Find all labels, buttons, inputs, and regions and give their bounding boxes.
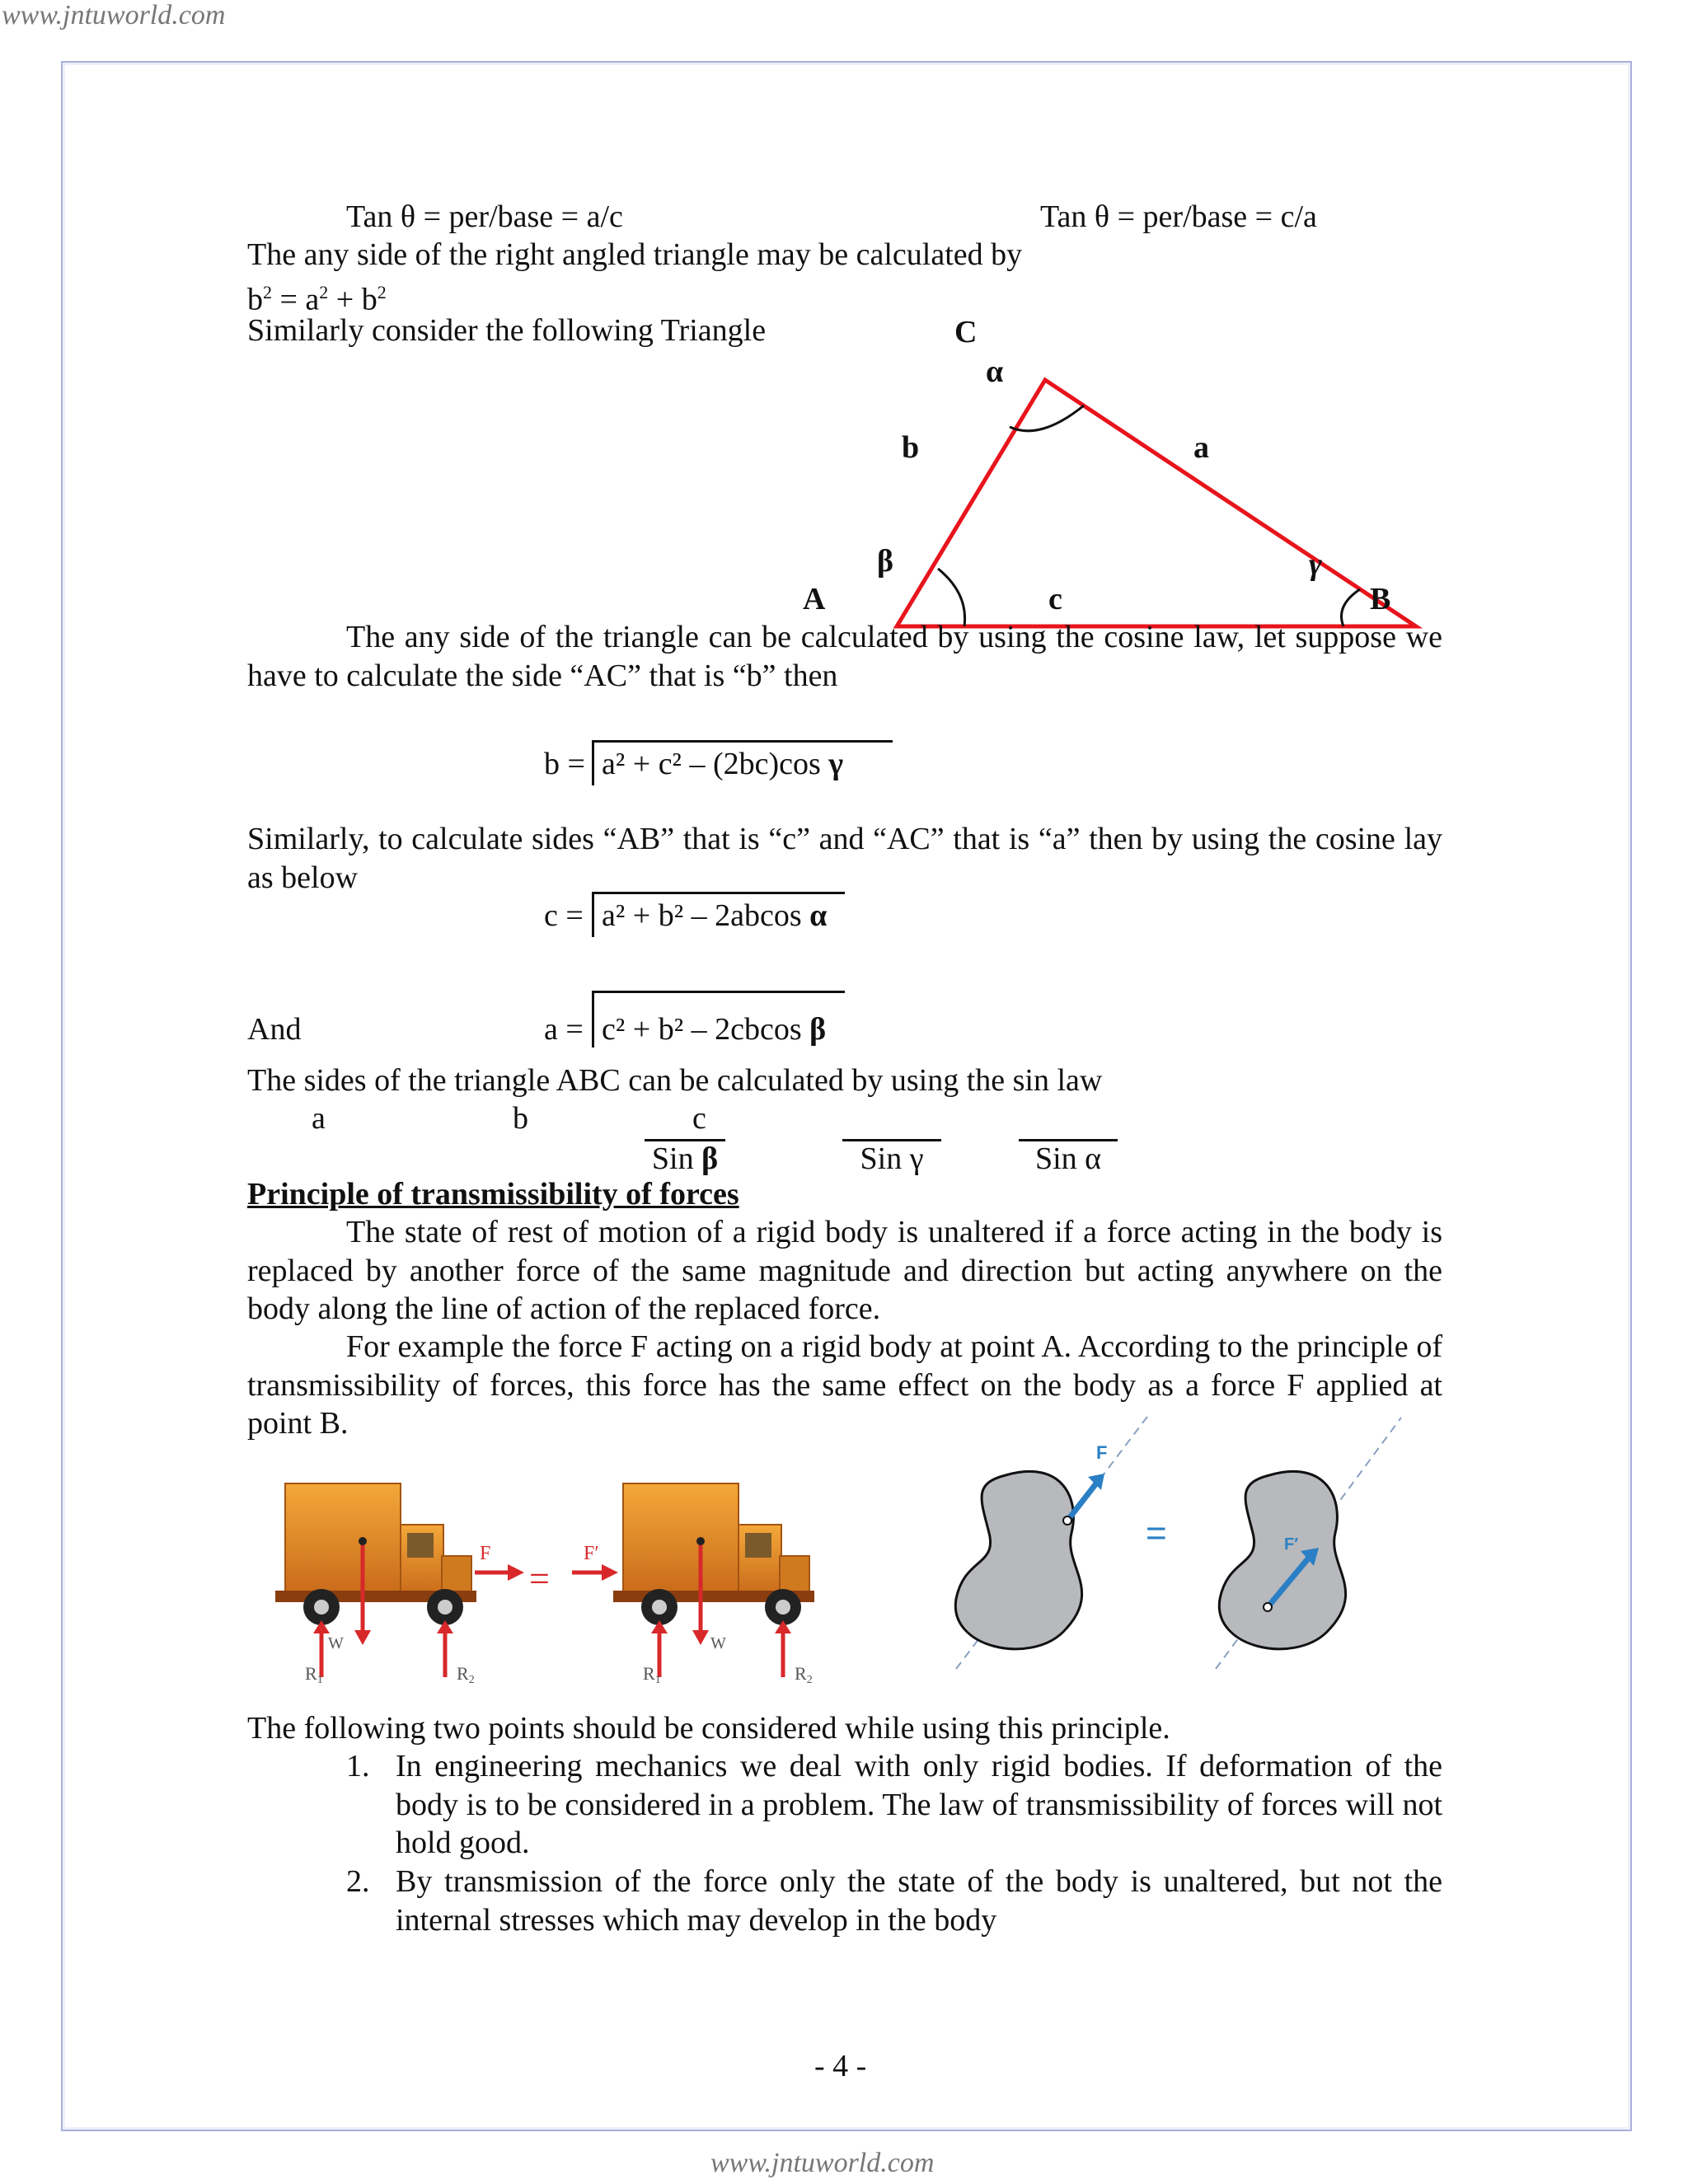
side-b-label: b — [902, 430, 920, 465]
eq-a-rhs: c² + b² – 2cbcos β — [602, 1012, 827, 1047]
body-right — [1219, 1471, 1345, 1648]
angle-alpha-label: α — [986, 354, 1004, 389]
point-2-number: 2. — [346, 1864, 370, 1899]
principle-paragraph-2: For example the force F acting on a rigid body at point A. According to the principle of transmissibility of forces, this force has the same effect on the body as a force F applied at point B. — [247, 1329, 1442, 1441]
point-1-number: 1. — [346, 1749, 370, 1783]
point-2-text: By transmission of the force only the state of the body is unaltered, but not the internal stresses which may develop in the body — [396, 1864, 1442, 1938]
eq-c-rhs: a² + b² – 2abcos α — [602, 898, 828, 933]
section-heading: Principle of transmissibility of forces — [247, 1177, 739, 1212]
eq-a-lhs: a = — [544, 1012, 584, 1047]
truck-left — [275, 1483, 524, 1686]
tan-equation-left: Tan θ = per/base = a/c — [346, 199, 623, 234]
truck-figure — [272, 1459, 865, 1690]
angle-beta-label: β — [877, 544, 894, 579]
angle-gamma-label: γ — [1309, 547, 1322, 582]
eq-b-rhs: a² + c² – (2bc)cos γ — [602, 747, 844, 781]
body-f-label: F — [1096, 1442, 1108, 1463]
side-a-label: a — [1193, 430, 1209, 465]
sin-law-text: The sides of the triangle ABC can be calculated by using the sin law — [247, 1063, 1103, 1098]
points-intro: The following two points should be considered while using this principle. — [247, 1711, 1170, 1746]
side-c-label: c — [1048, 582, 1062, 616]
body-left — [955, 1471, 1081, 1648]
watermark-bottom: www.jntuworld.com — [710, 2148, 935, 2178]
truck-r2-label: R2 — [457, 1663, 475, 1686]
truck-f-label: F — [480, 1543, 491, 1564]
sin-law-den-1: Sin β — [645, 1139, 725, 1176]
body-fprime-label: F′ — [1284, 1535, 1299, 1554]
sin-law-den-2: Sin γ — [842, 1139, 941, 1176]
truck-fprime-label: F′ — [584, 1543, 599, 1564]
sin-law-num-c: c — [692, 1101, 706, 1136]
rigid-body-figure — [940, 1409, 1434, 1673]
watermark-top: www.jntuworld.com — [2, 0, 226, 30]
similarly-paragraph: Similarly, to calculate sides “AB” that is “c” and “AC” that is “a” then by using the cosine lay as below — [247, 822, 1442, 895]
truck-equals: = — [529, 1558, 550, 1599]
truck2-r2-label: R2 — [795, 1663, 813, 1686]
truck2-w-label: W — [710, 1634, 726, 1652]
cosine-law-paragraph: The any side of the triangle can be calculated by using the cosine law, let suppose we have to calculate the side “AC” that is “b” then — [247, 620, 1442, 693]
sin-law-num-b: b — [513, 1101, 528, 1136]
vertex-c-label: C — [954, 315, 978, 349]
eq-c-lhs: c = — [544, 898, 584, 933]
right-triangle-text: The any side of the right angled triangle may be calculated by — [247, 237, 1023, 272]
tan-equation-right: Tan θ = per/base = c/a — [1040, 199, 1317, 234]
truck2-r1-label: R1 — [643, 1663, 661, 1686]
triangle-shape — [897, 380, 1416, 626]
body-equals: = — [1146, 1513, 1167, 1554]
sin-law-den-3: Sin α — [1019, 1139, 1118, 1176]
point-1-text: In engineering mechanics we deal with only rigid bodies. If deformation of the body is to be considered in a problem. The law of transmissibility of forces will not hold good. — [396, 1749, 1442, 1860]
truck-r1-label: R1 — [305, 1663, 323, 1686]
truck-w-label: W — [328, 1634, 344, 1652]
sin-law-num-a: a — [312, 1101, 326, 1136]
eq-b-lhs: b = — [544, 747, 585, 781]
vertex-b-label: B — [1370, 582, 1391, 616]
page-number: - 4 - — [814, 2049, 867, 2083]
principle-paragraph-1: The state of rest of motion of a rigid body is unaltered if a force acting in the body is replaced by another force of the same magnitude and direction but acting anywhere on the body along the line of action of the replaced force. — [247, 1215, 1442, 1326]
truck-right — [572, 1483, 814, 1686]
vertex-a-label: A — [803, 582, 826, 616]
consider-triangle-text: Similarly consider the following Triangle — [247, 313, 767, 348]
pythagoras-equation: $b^2 = a^2 + b^2$ — [247, 282, 387, 317]
and-label: And — [247, 1012, 302, 1047]
